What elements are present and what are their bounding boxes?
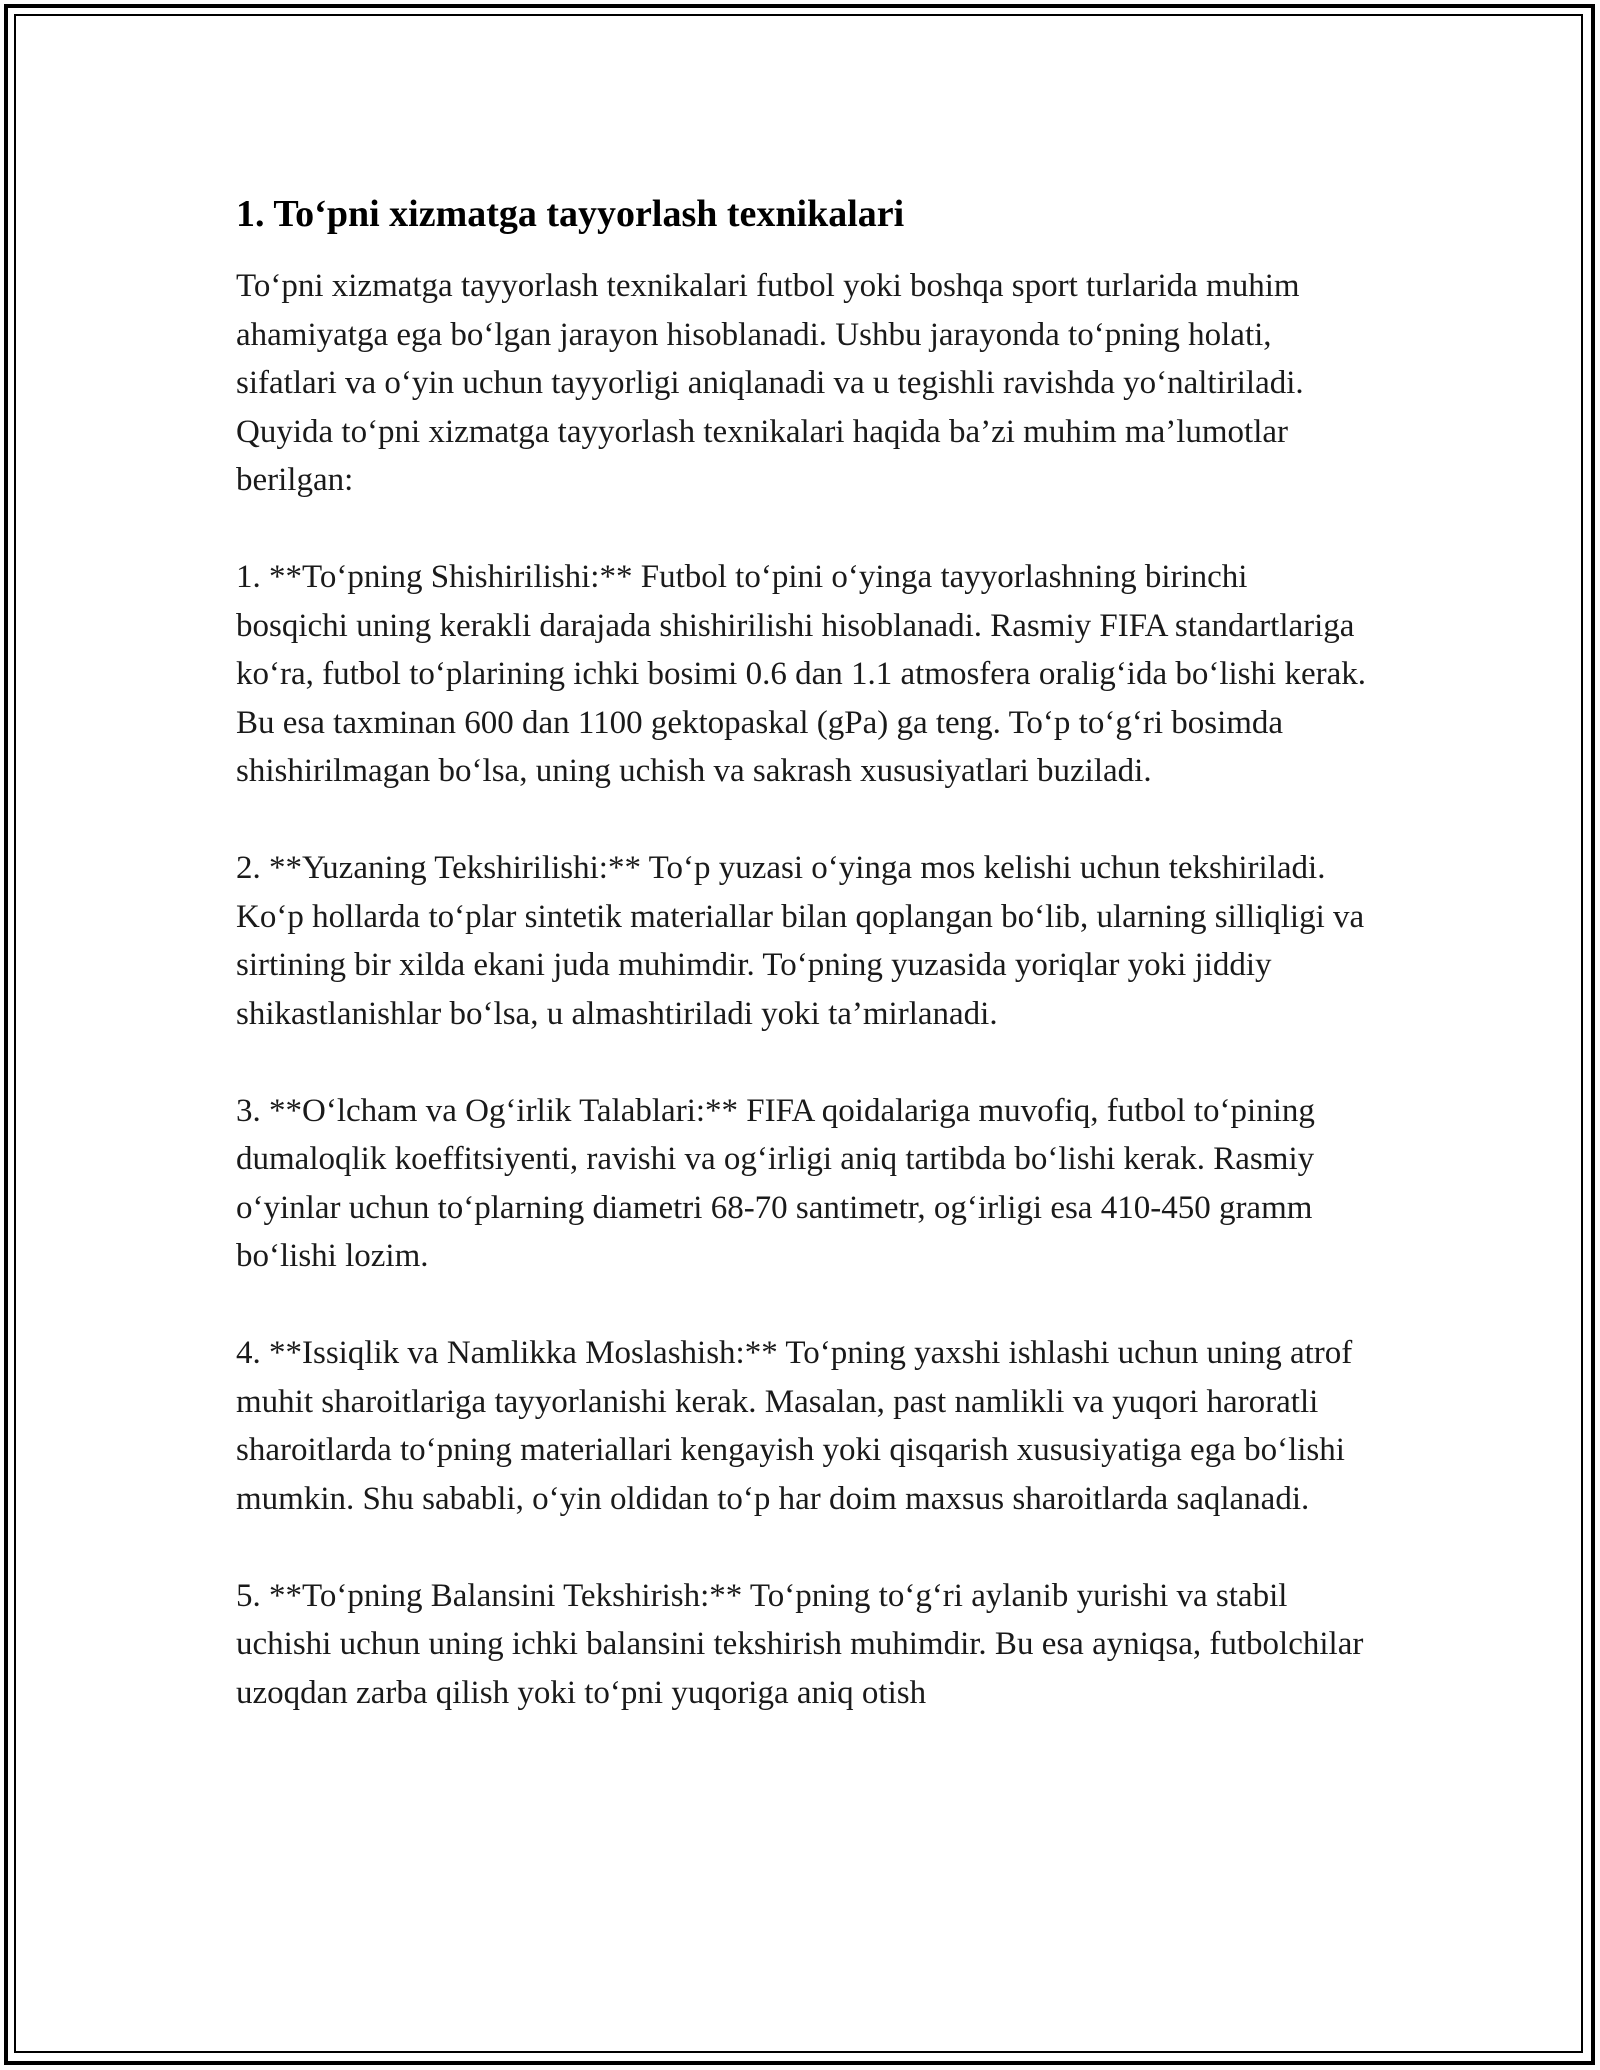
document-page	[236, 186, 1366, 1766]
list-item-size-weight: 3. **O‘lcham va Og‘irlik Talablari:** FIFA qoidalariga muvofiq, futbol to‘pining dumaloqlik koeffitsiyenti, ravishi va og‘irligi aniq tartibda bo‘lishi kerak. Rasmiy o‘yinlar uchun to‘plarning diametri 68-70 santimetr, og‘irligi esa 410-450 gramm bo‘lishi lozim.	[236, 1092, 1315, 1274]
document-title: 1. To‘pni xizmatga tayyorlash texnikalari	[236, 193, 905, 235]
list-item-inflation: 1. **To‘pning Shishirilishi:** Futbol to‘pini o‘yinga tayyorlashning birinchi bosqichi uning kerakli darajada shishirilishi hisoblanadi. Rasmiy FIFA standartlariga ko‘ra, futbol to‘plarining ichki bosimi 0.6 dan 1.1 atmosfera oralig‘ida bo‘lishi kerak. Bu esa taxminan 600 dan 1100 gektopaskal (gPa) ga teng. To‘p to‘g‘ri bosimda shishirilmagan bo‘lsa, uning uchish va sakrash xususiyatlari buziladi.	[236, 559, 1366, 789]
intro-paragraph: To‘pni xizmatga tayyorlash texnikalari futbol yoki boshqa sport turlarida muhim ahamiyatga ega bo‘lgan jarayon hisoblanadi. Ushbu jarayonda to‘pning holati, sifatlari va o‘yin uchun tayyorligi aniqlanadi va u tegishli ravishda yo‘naltiriladi. Quyida to‘pni xizmatga tayyorlash texnikalari haqida ba’zi muhim ma’lumotlar berilgan:	[236, 268, 1304, 498]
list-item-heat-humidity: 4. **Issiqlik va Namlikka Moslashish:** To‘pning yaxshi ishlashi uchun uning atrof muhit sharoitlariga tayyorlanishi kerak. Masalan, past namlikli va yuqori haroratli sharoitlarda to‘pning materiallari kengayish yoki qisqarish xususiyatiga ega bo‘lishi mumkin. Shu sababli, o‘yin oldidan to‘p har doim maxsus sharoitlarda saqlanadi.	[236, 1335, 1353, 1517]
list-item-surface-check: 2. **Yuzaning Tekshirilishi:** To‘p yuzasi o‘yinga mos kelishi uchun tekshiriladi. Ko‘p hollarda to‘plar sintetik materiallar bilan qoplangan bo‘lib, ularning silliqligi va sirtining bir xilda ekani juda muhimdir. To‘pning yuzasida yoriqlar yoki jiddiy shikastlanishlar bo‘lsa, u almashtiriladi yoki ta’mirlanadi.	[236, 850, 1365, 1032]
list-item-balance-check: 5. **To‘pning Balansini Tekshirish:** To‘pning to‘g‘ri aylanib yurishi va stabil uchishi uchun uning ichki balansini tekshirish muhimdir. Bu esa ayniqsa, futbolchilar uzoqdan zarba qilish yoki to‘pni yuqoriga aniq otish	[236, 1577, 1364, 1711]
